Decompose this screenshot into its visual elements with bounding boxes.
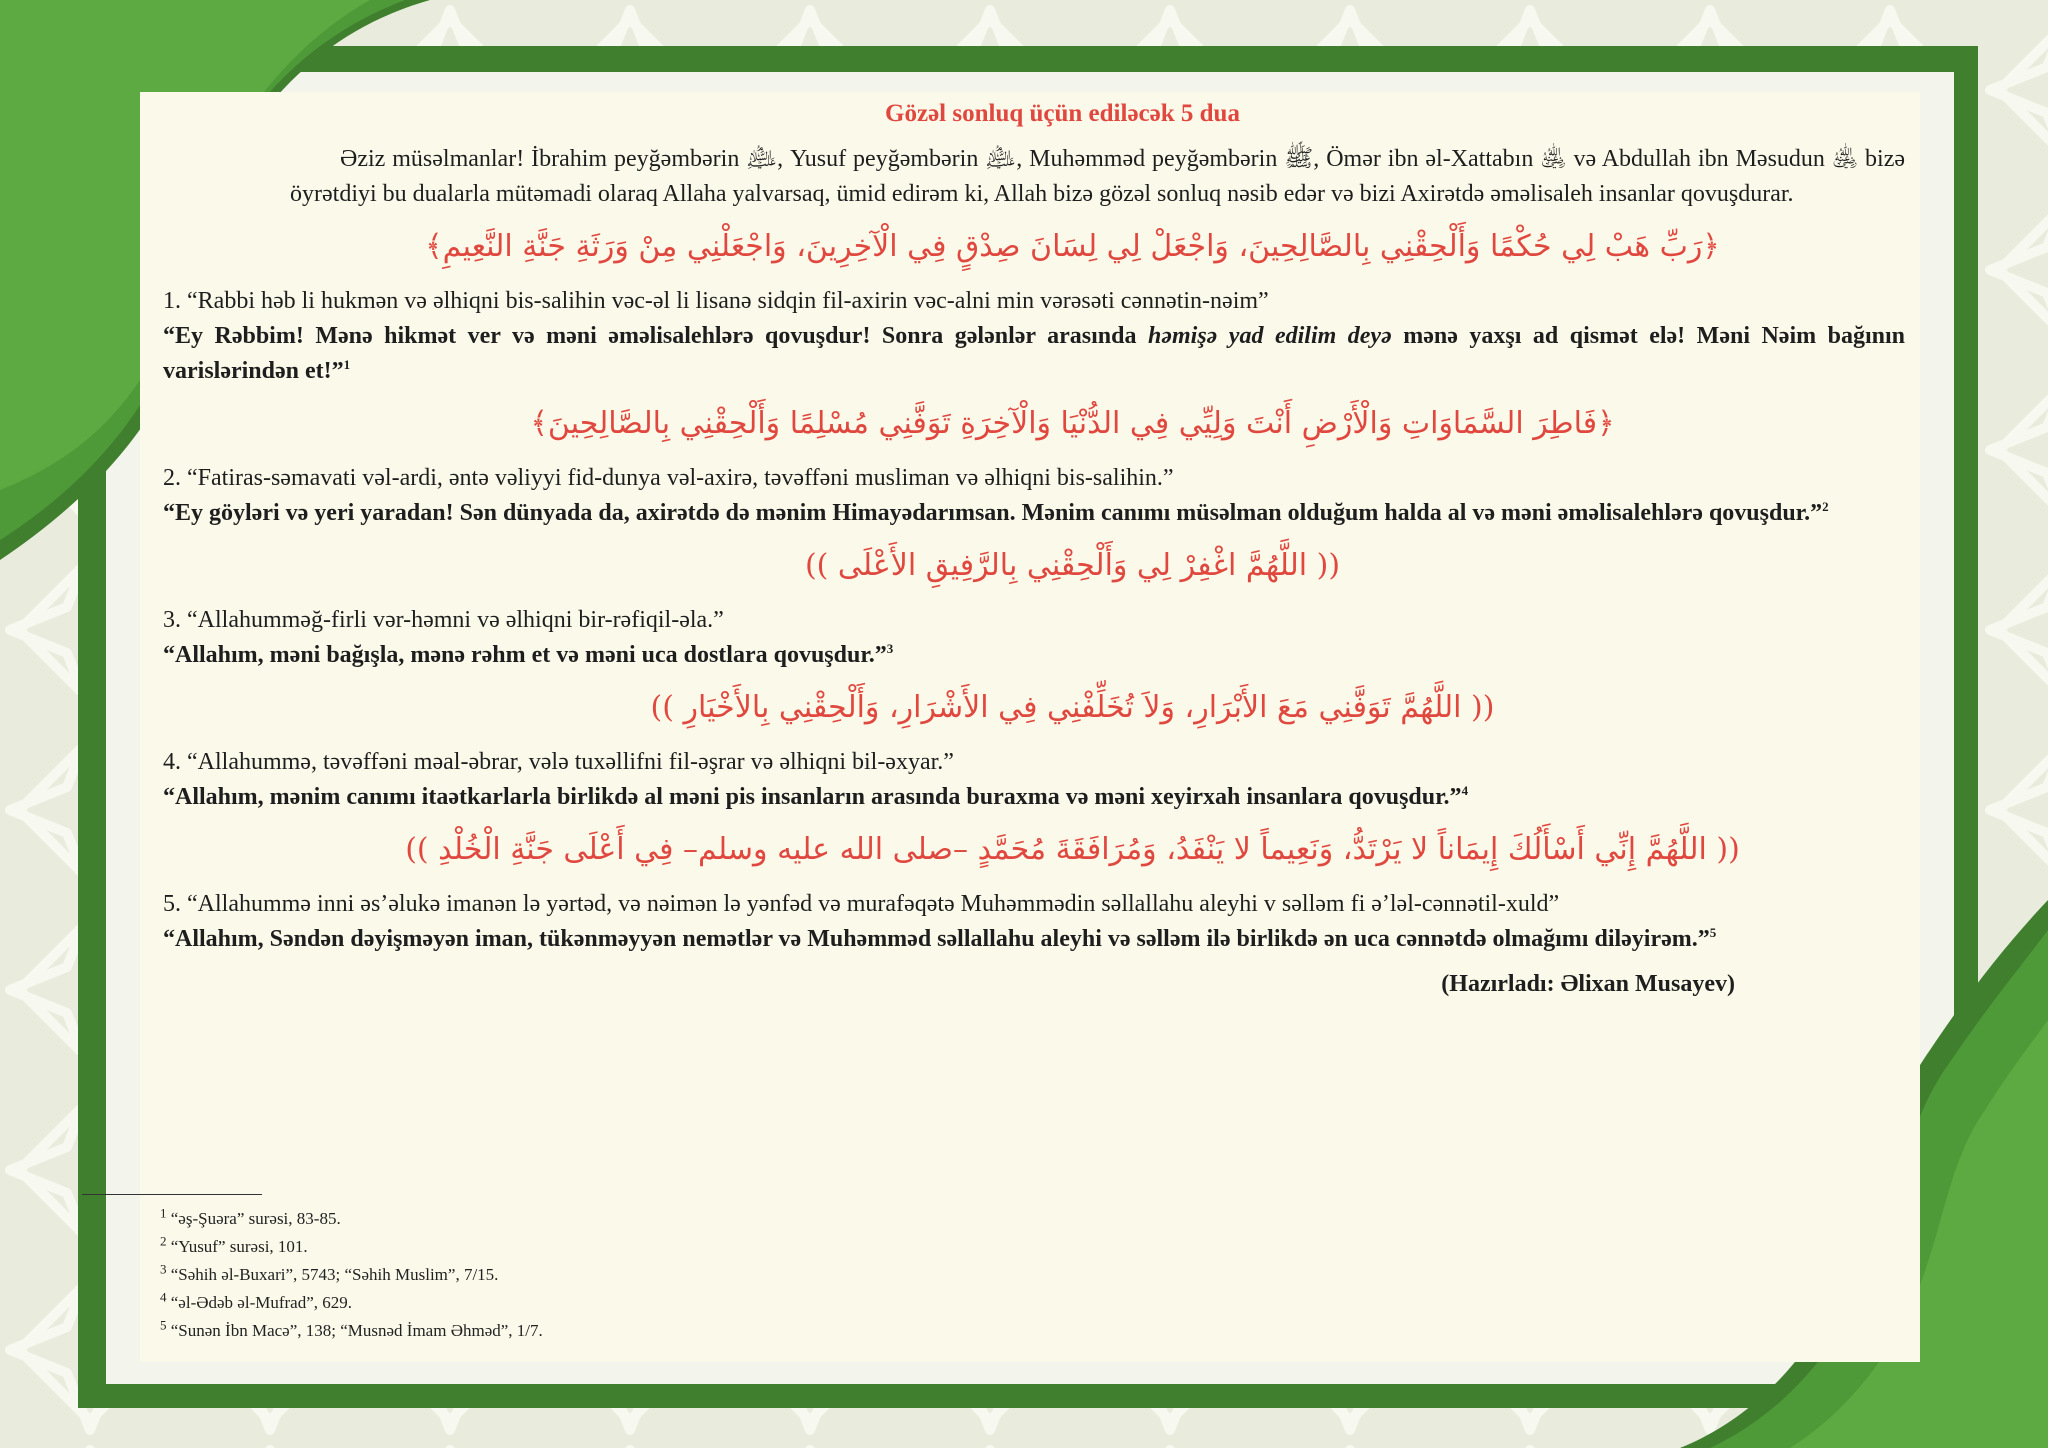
footnotes [160,1194,860,1345]
dua-1-transliteration: 1. “Rabbi həb li hukmən və əlhiqni bis-salihin vəc-əl li lisanə sidqin fil-axirin vəc-alni min vərəsəti cənnətin-nəim” [163,288,1269,314]
dua-2-arabic: ﴿فَاطِرَ السَّمَاوَاتِ وَالْأَرْضِ أَنْتَ وَلِيِّي فِي الدُّنْيَا وَالْآخِرَةِ تَوَفَّنِي مُسْلِمًا وَأَلْحِقْنِي بِالصَّالِحِينَ﴾ [530,406,1615,441]
dua-4-transliteration: 4. “Allahummə, təvəffəni məal-əbrar, vələ tuxəllifni fil-əşrar və əlhiqni bil-əxyar.” [163,749,954,775]
dua-3-meaning: “Allahım, məni bağışla, mənə rəhm et və məni uca dostlara qovuşdur.”$^3$ [163,641,894,668]
footnote-ref-2: 2 [1822,499,1829,514]
footnote-3: $^3$ “Səhih əl-Buxari”, 5743; “Səhih Muslim”, 7/15. [160,1261,499,1284]
footnote-2: $^2$ “Yusuf” surəsi, 101. [160,1233,308,1256]
footnote-ref-5: 5 [1709,925,1717,940]
main-content [160,96,1905,1002]
dua-1-arabic: ﴿رَبِّ هَبْ لِي حُكْمًا وَأَلْحِقْنِي بِالصَّالِحِينَ، وَاجْعَلْ لِي لِسَانَ صِدْقٍ فِي الْآخِرِينَ، وَاجْعَلْنِي مِنْ وَرَثَةِ جَنَّةِ النَّعِيمِ﴾ [425,229,1720,264]
dua-5 [160,887,1905,957]
dua-2-meaning: “Ey göyləri və yeri yaradan! Sən dünyada da, axirətdə də mənim Himayədarımsan. Mənim canımı müsəlman olduğum halda al və məni əməlisalehlərə qovuşdur.”$^2$ [163,499,1829,526]
dua-5-arabic: (( اللَّهُمَّ إِنِّي أَسْأَلُكَ إِيمَاناً لا يَرْتَدُّ، وَنَعِيماً لا يَنْفَدُ، وَمُرَافَقَةَ مُحَمَّدٍ –صلى الله عليه وسلم– فِي أَعْلَى جَنَّةِ الْخُلْدِ )) [405,832,1740,867]
footnote-1: $^1$ “əş-Şuəra” surəsi, 83-85. [160,1205,341,1228]
footnote-ref-1: 1 [343,357,351,372]
footnote-divider [82,1194,262,1195]
dua-4 [160,745,1905,815]
dua-1 [160,284,1905,389]
dua-4-arabic: (( اللَّهُمَّ تَوَفَّنِي مَعَ الأَبْرَارِ، وَلاَ تُخَلِّفْنِي فِي الأَشْرَارِ، وَأَلْحِقْنِي بِالأَخْيَارِ )) [650,690,1495,725]
dua-3-arabic: (( اللَّهُمَّ اغْفِرْ لِي وَأَلْحِقْنِي بِالرَّفِيقِ الأَعْلَى )) [804,548,1341,583]
dua-1-meaning: “Ey Rəbbim! Mənə hikmət ver və məni əməlisalehlərə qovuşdur! Sonra gələnlər arasında həmişə yad edilim deyə mənə yaxşı ad qismət elə! Məni Nəim bağının varislərindən et!”$^1$ [163,323,1905,384]
dua-5-meaning: “Allahım, Səndən dəyişməyən iman, tükənməyyən nemətlər və Muhəmməd səllallahu aleyhi və səlləm ilə birlikdə ən uca cənnətdə olmağımı diləyirəm.”$^5$ [163,925,1717,952]
dua-2-transliteration: 2. “Fatiras-səmavati vəl-ardi, əntə vəliyyi fid-dunya vəl-axirə, təvəffəni musliman və əlhiqni bis-salihin.” [163,465,1174,491]
intro-paragraph: Əziz müsəlmanlar! İbrahim peyğəmbərin ﵇, Yusuf peyğəmbərin ﵇, Muhəmməd peyğəmbərin ﷺ, Ömər ibn əl-Xattabın ﵁ və Abdullah ibn Məsudun ﵁ bizə öyrətdiyi bu dualarla mütəmadi olaraq Allaha yalvarsaq, ümid edirəm ki, Allah bizə gözəl sonluq nəsib edər və bizi Axirətdə əməlisaleh insanlar qovuşdurar. [290,146,1905,207]
dua-4-meaning: “Allahım, mənim canımı itaətkarlarla birlikdə al məni pis insanların arasında buraxma və məni xeyirxah insanlara qovuşdur.”$^4$ [163,783,1469,810]
footnote-4: $^4$ “əl-Ədəb əl-Mufrad”, 629. [160,1289,353,1312]
dua-3-transliteration: 3. “Allahumməğ-firli vər-həmni və əlhiqni bir-rəfiqil-əla.” [163,607,724,633]
dua-5-transliteration: 5. “Allahummə inni əs’əlukə imanən lə yərtəd, və nəimən lə yənfəd və murafəqətə Muhəmmədin səllallahu aleyhi v səlləm fi ə’ləl-cənnətil-xuld” [163,891,1560,917]
footnote-5: $^5$ “Sunən İbn Macə”, 138; “Musnəd İmam Əhməd”, 1/7. [160,1317,543,1340]
footnote-ref-3: 3 [886,641,894,656]
footnote-ref-4: 4 [1461,783,1469,798]
dua-3 [160,603,1905,673]
page-title: Gözəl sonluq üçün ediləcək 5 dua [885,100,1240,127]
author-credit: (Hazırladı: Əlixan Musayev) [1441,971,1735,997]
dua-2 [160,461,1905,531]
